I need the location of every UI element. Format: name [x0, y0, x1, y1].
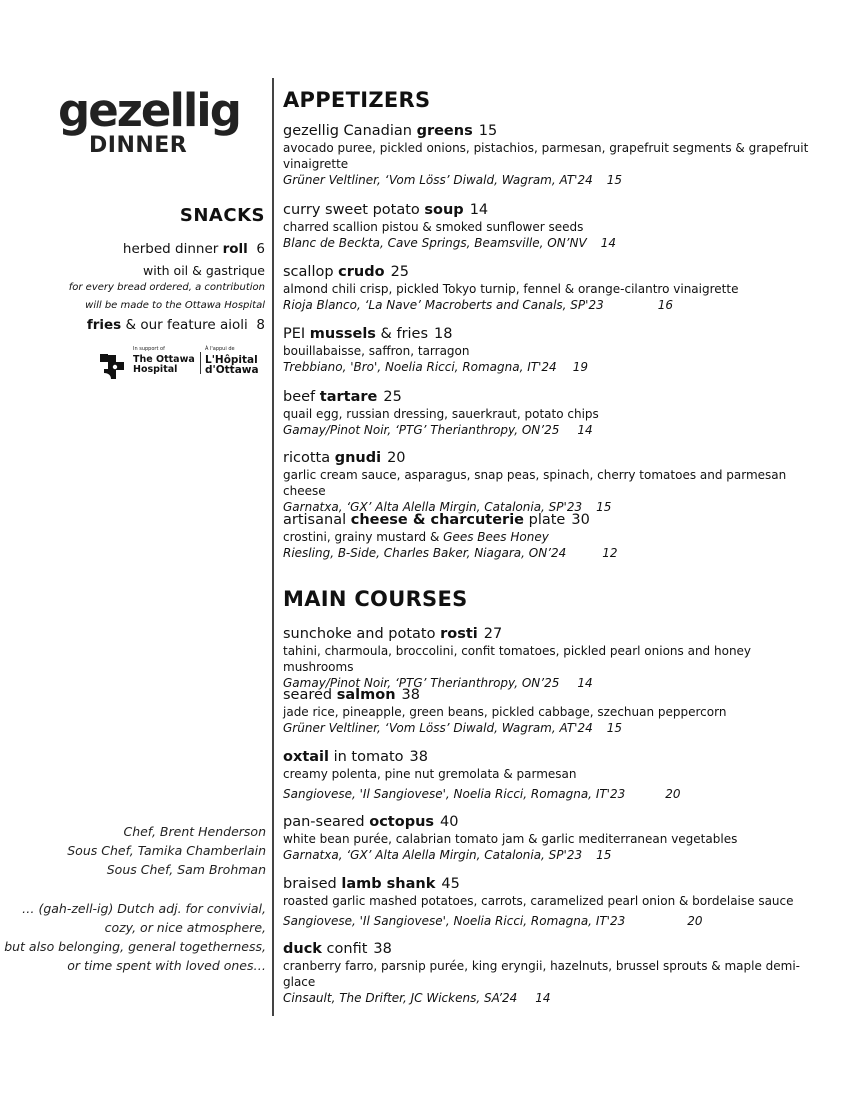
menu-item: PEI mussels & fries 18 bouillabaisse, saffron, tarragon Trebbiano, 'Bro', Noelia Ricci, Romagna, IT'24 19	[283, 326, 588, 374]
menu-item: beef tartare 25 quail egg, russian dressing, sauerkraut, potato chips Gamay/Pinot Noir, ‘PTG’ Therianthropy, ON’25 14	[283, 389, 599, 437]
restaurant-logo	[58, 84, 240, 158]
support-fr-label: À l'appui de	[205, 346, 235, 352]
definition-line-3: but also belonging, general togetherness,	[4, 939, 266, 954]
sous-chef-credit-2: Sous Chef, Sam Brohman	[106, 862, 266, 877]
menu-item: seared salmon 38 jade rice, pineapple, green beans, pickled cabbage, szechuan peppercorn Grüner Veltliner, ‘Vom Löss’ Diwald, Wagram, AT'24 15	[283, 687, 727, 735]
logo-word: gezellig	[58, 84, 240, 137]
snack-price: 8	[256, 317, 265, 333]
snacks-heading: SNACKS	[179, 205, 265, 226]
menu-title: DINNER	[89, 133, 188, 158]
menu-item: sunchoke and potato rosti 27 tahini, charmoula, broccolini, confit tomatoes, pickled pearl onions and honey mushrooms Gamay/Pinot Noir, ‘PTG’ Therianthropy, ON’25 14	[283, 626, 752, 690]
hospital-name-fr-2: d'Ottawa	[205, 364, 259, 376]
donation-note-1: for every bread ordered, a contribution	[68, 282, 265, 293]
hospital-name-en-2: Hospital	[133, 364, 178, 375]
definition-line-4: or time spent with loved ones…	[67, 958, 266, 973]
menu-item: pan-seared octopus 40 white bean purée, calabrian tomato jam & garlic mediterranean vegetables Garnatxa, ‘GX’ Alta Alella Mirgin, Catalonia, SP'23 15	[283, 814, 738, 862]
menu-item: curry sweet potato soup 14 charred scallion pistou & smoked sunflower seeds Blanc de Beckta, Cave Springs, Beamsville, ON’NV 14	[283, 202, 616, 250]
snack-item-fries: fries & our feature aioli 8	[86, 317, 265, 333]
menu-item: ricotta gnudi 20 garlic cream sauce, asparagus, snap peas, spinach, cherry tomatoes and parmesan cheese Garnatxa, ‘GX’ Alta Alella Mirgin, Catalonia, SP'23 15	[283, 450, 787, 514]
menu-item: gezellig Canadian greens 15 avocado puree, pickled onions, pistachios, parmesan, grapefruit segments & grapefruit vinaigrette Grüner Veltliner, ‘Vom Löss’ Diwald, Wagram, AT'24 15	[283, 123, 809, 187]
menu-item: braised lamb shank 45 roasted garlic mashed potatoes, carrots, caramelized pearl onion & bordelaise sauce Sangiovese, 'Il Sangiovese', Noelia Ricci, Romagna, IT'23 20	[283, 876, 794, 928]
definition-line-1: … (gah-zell-ig) Dutch adj. for convivial,	[21, 901, 266, 916]
hospital-name-fr-1: L'Hôpital	[205, 354, 258, 366]
menu-item: scallop crudo 25 almond chili crisp, pickled Tokyo turnip, fennel & orange-cilantro vinaigrette Rioja Blanco, ‘La Nave’ Macroberts and Canals, SP'23 16	[283, 264, 739, 312]
appetizers-heading: APPETIZERS	[283, 88, 431, 112]
chef-credit: Chef, Brent Henderson	[123, 824, 266, 839]
snack-item-roll: herbed dinner roll 6	[122, 241, 265, 257]
snack-roll-detail: with oil & gastrique	[143, 263, 265, 278]
menu-item: oxtail in tomato 38 creamy polenta, pine nut gremolata & parmesan Sangiovese, 'Il Sangiovese', Noelia Ricci, Romagna, IT'23 20	[283, 749, 681, 801]
donation-note-2: will be made to the Ottawa Hospital	[85, 300, 265, 311]
support-en-label: In support of	[133, 346, 165, 352]
definition-line-2: cozy, or nice atmosphere,	[104, 920, 266, 935]
hospital-name-en-1: The Ottawa	[133, 354, 195, 365]
main-courses-heading: MAIN COURSES	[283, 587, 468, 611]
ottawa-hospital-logo	[97, 346, 257, 384]
sous-chef-credit-1: Sous Chef, Tamika Chamberlain	[67, 843, 266, 858]
snack-price: 6	[256, 241, 265, 257]
menu-item: artisanal cheese & charcuterie plate 30 crostini, grainy mustard & Gees Bees Honey Riesling, B-Side, Charles Baker, Niagara, ON’24 12	[283, 512, 618, 560]
hospital-cross-icon	[97, 351, 129, 383]
menu-item: duck confit 38 cranberry farro, parsnip purée, king eryngii, hazelnuts, brussel sprouts & maple demi-glace Cinsault, The Drifter, JC Wickens, SA’24 14	[283, 941, 801, 1005]
logo-separator	[200, 352, 201, 374]
column-divider	[272, 78, 274, 1016]
